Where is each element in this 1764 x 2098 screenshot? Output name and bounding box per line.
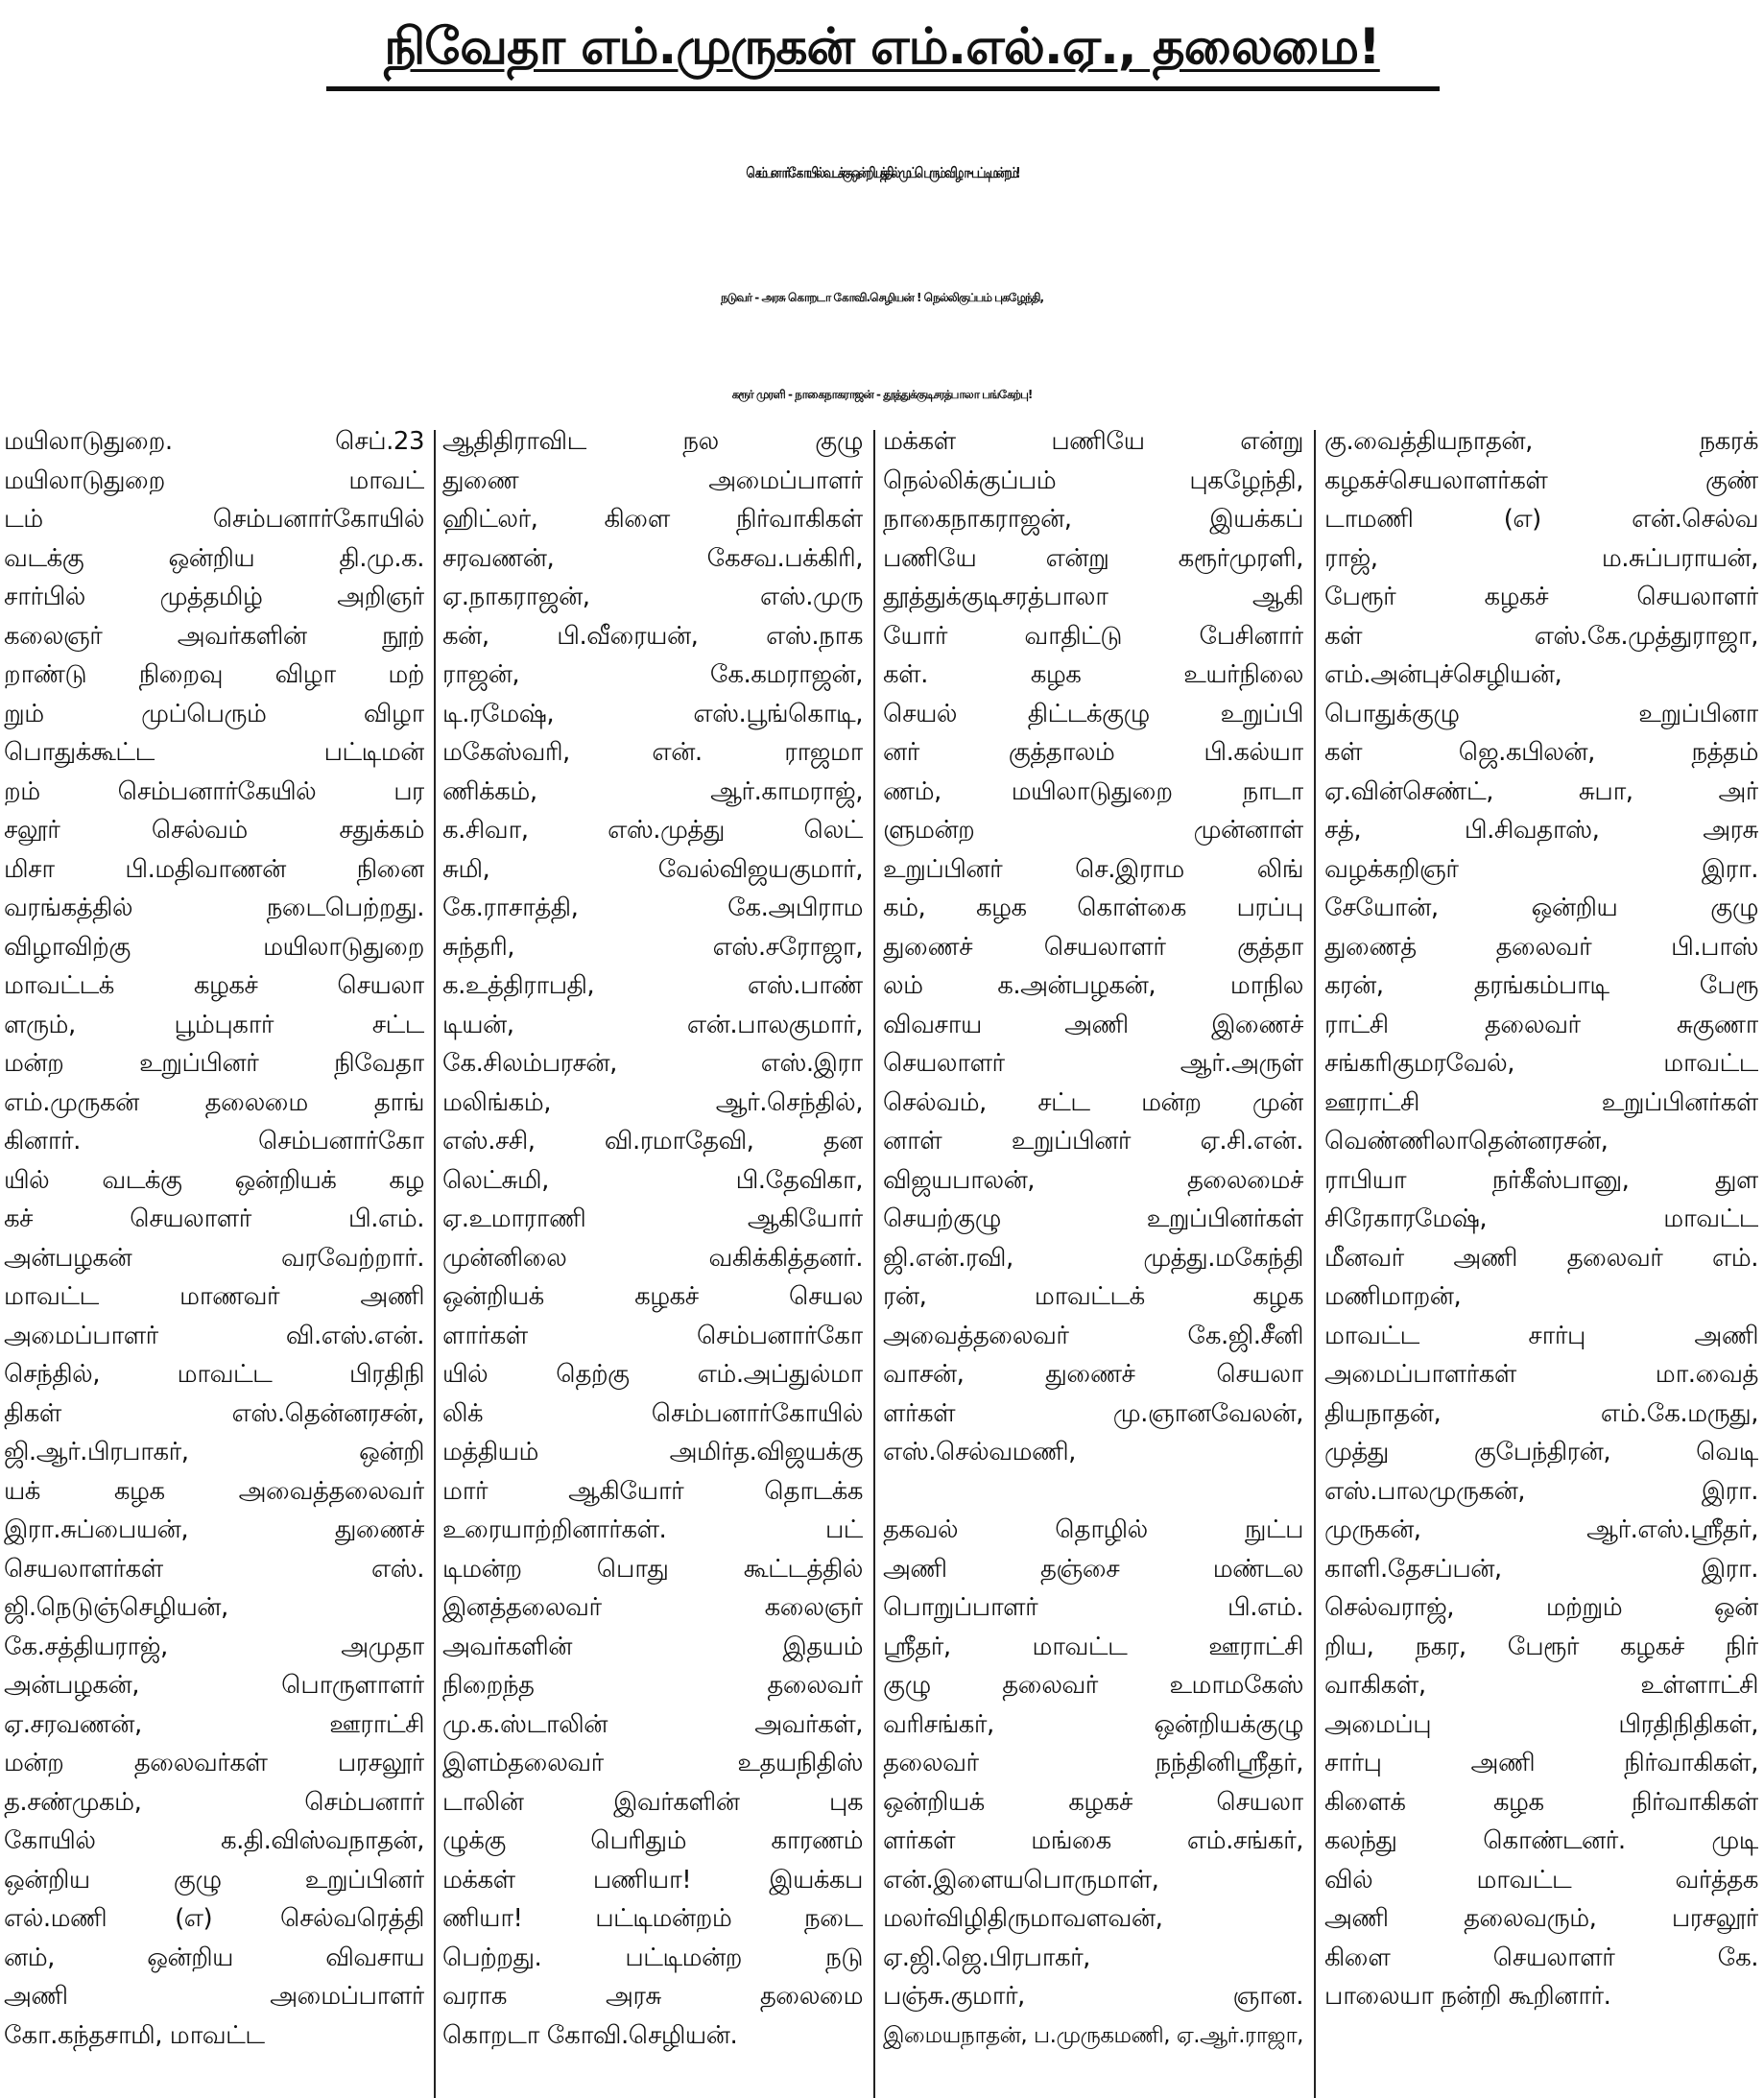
kicker-line — [0, 6, 1764, 88]
article-line: ரன், மாவட்டக் கழக — [883, 1282, 1303, 1311]
article-line: விவசாய அணி இணைச் — [883, 1010, 1303, 1039]
article-line: மலர்விழிதிருமாவளவன், — [883, 1904, 1163, 1933]
article-line: மு.க.ஸ்டாலின் அவர்கள், — [442, 1709, 863, 1739]
article-line: வழக்கறிஞர் இரா. — [1324, 854, 1758, 884]
article-line: ஏ.உமாராணி ஆகியோர் — [442, 1204, 863, 1233]
article-line: லம் க.அன்பழகன், மாநில — [883, 971, 1303, 1000]
article-line: தியநாதன், எம்.கே.மருது, — [1324, 1398, 1758, 1428]
article-line: சலூர் செல்வம் சதுக்கம் — [4, 816, 424, 845]
article-line: கலைஞர் அவர்களின் நூற் — [4, 621, 424, 651]
article-line: செயற்குழு உறுப்பினர்கள் — [883, 1204, 1303, 1233]
article-line: மீனவர் அணி தலைவர் எம். — [1324, 1243, 1758, 1273]
article-line: வாசன், துணைச் செயலா — [883, 1360, 1303, 1389]
article-line: மன்ற உறுப்பினர் நிவேதா — [4, 1049, 424, 1078]
article-line: உரையாற்றினார்கள். பட் — [442, 1515, 863, 1544]
article-line: அணி அமைப்பாளர் — [4, 1982, 424, 2011]
article-line: பாலையா நன்றி கூறினார். — [1324, 1982, 1611, 2011]
article-line: விழாவிற்கு மயிலாடுதுறை — [4, 932, 424, 962]
article-line: கே.ராசாத்தி, கே.அபிராம — [442, 894, 863, 922]
article-line: தலைவர் நந்தினிஸ்ரீதர், — [883, 1749, 1303, 1777]
article-line: கச் செயலாளர் பி.எம். — [4, 1204, 424, 1233]
headline: செம்பனார்கோயில் வடக்கு ஒன்றியத்தில் முப்பெரும் விழா - பட்டிமன்றம்! — [746, 164, 1018, 181]
article-line: குழு தலைவர் உமாமகேஸ் — [883, 1671, 1303, 1700]
article-line: இளம்தலைவர் உதயநிதிஸ் — [442, 1749, 863, 1777]
article-line: வராக அரசு தலைமை — [442, 1982, 863, 2011]
article-line: கோயில் க.தி.விஸ்வநாதன், — [4, 1826, 424, 1855]
article-line: மக்கள் பணியா! இயக்கப — [442, 1865, 863, 1895]
article-body — [0, 422, 1764, 2098]
article-line: சேயோன், ஒன்றிய குழு — [1324, 894, 1758, 922]
article-line: டியன், என்.பாலகுமார், — [442, 1010, 863, 1039]
column-divider — [1314, 430, 1316, 2098]
article-line: முத்து குபேந்திரன், வெடி — [1324, 1438, 1758, 1466]
article-line: ஜி.ஆர்.பிரபாகர், ஒன்றி — [4, 1438, 424, 1466]
article-line: பெற்றது. பட்டிமன்ற நடு — [442, 1943, 863, 1972]
article-line: வாகிகள், உள்ளாட்சி — [1324, 1671, 1758, 1700]
article-line: திகள் எஸ்.தென்னரசன், — [4, 1398, 424, 1428]
article-line: செயலாளர் ஆர்.அருள் — [883, 1049, 1303, 1078]
article-line: மகேஸ்வரி, என். ராஜமா — [442, 738, 863, 767]
subhead-line-2: கரூர் முரளி - நாகைநாகராஜன் - தூத்துக்குடிசரத்பாலா பங்கேற்பு! — [731, 388, 1033, 401]
article-line: பேரூர் கழகச் செயலாளர் — [1324, 583, 1758, 611]
article-line: ஸ்ரீதர், மாவட்ட ஊராட்சி — [883, 1632, 1303, 1661]
article-line: வில் மாவட்ட வர்த்தக — [1324, 1865, 1758, 1895]
article-line: அமைப்பாளர் வி.எஸ்.என். — [4, 1321, 424, 1350]
article-column-1 — [4, 422, 424, 2098]
article-line: மணிமாறன், — [1324, 1282, 1462, 1311]
article-line: வெண்ணிலாதென்னரசன், — [1324, 1127, 1609, 1156]
article-line: அணி தலைவரும், பரசலூர் — [1324, 1904, 1758, 1933]
article-line: இனத்தலைவர் கலைஞர் — [442, 1593, 863, 1622]
article-line: மாவட்ட சார்பு அணி — [1324, 1321, 1758, 1350]
article-line: மத்தியம் அமிர்த.விஜயக்கு — [442, 1438, 863, 1466]
article-line: க.சிவா, எஸ்.முத்து லெட் — [442, 816, 863, 845]
article-line: சத், பி.சிவதாஸ், அரசு — [1324, 816, 1758, 845]
article-line: னர் குத்தாலம் பி.கல்யா — [883, 738, 1303, 767]
article-line: செயல் திட்டக்குழு உறுப்பி — [883, 699, 1303, 728]
article-line: றும் முப்பெரும் விழா — [4, 699, 424, 728]
article-line: முருகன், ஆர்.எஸ்.ஸ்ரீதர், — [1324, 1515, 1758, 1544]
article-line: செந்தில், மாவட்ட பிரதிநி — [4, 1360, 424, 1389]
article-line: கே.சிலம்பரசன், எஸ்.இரா — [442, 1049, 863, 1078]
article-line: அமைப்பு பிரதிநிதிகள், — [1324, 1709, 1758, 1739]
article-line: மயிலாடுதுறை. செப்.23 — [4, 427, 424, 456]
article-line: ஒன்றியக் கழகச் செயல — [442, 1282, 863, 1311]
article-line: சரவணன், கேசவ.பக்கிரி, — [442, 543, 863, 573]
article-line: மாவட்டக் கழகச் செயலா — [4, 971, 424, 1000]
article-line: கள் எஸ்.கே.முத்துராஜா, — [1324, 621, 1758, 651]
article-line — [883, 1472, 1303, 1512]
article-line: கிளைக் கழக நிர்வாகிகள் — [1324, 1787, 1758, 1817]
article-line: ளரும், பூம்புகார் சட்ட — [4, 1010, 424, 1039]
article-line: கினார். செம்பனார்கோ — [4, 1127, 424, 1156]
article-line: மார் ஆகியோர் தொடக்க — [442, 1476, 863, 1506]
article-line: கிளை செயலாளர் கே. — [1324, 1943, 1758, 1972]
article-line: எஸ்.செல்வமணி, — [883, 1438, 1076, 1466]
article-line: முன்னிலை வகிக்கித்தனர். — [442, 1243, 863, 1273]
article-line: எம்.முருகன் தலைமை தாங் — [4, 1087, 424, 1117]
article-line: செல்வம், சட்ட மன்ற முன் — [883, 1087, 1303, 1117]
article-line: கன், பி.வீரையன், எஸ்.நாக — [442, 621, 863, 651]
article-line: டிமன்ற பொது கூட்டத்தில் — [442, 1554, 863, 1584]
article-line: நிறைந்த தலைவர் — [442, 1671, 863, 1700]
article-line: ஏ.வின்செண்ட், சுபா, அர் — [1324, 776, 1758, 806]
article-line: பொறுப்பாளர் பி.எம். — [883, 1593, 1303, 1622]
article-line: கே.சத்தியராஜ், அமுதா — [4, 1632, 424, 1661]
article-line: கு.வைத்தியநாதன், நகரக் — [1324, 427, 1758, 456]
article-line: அன்பழகன், பொருளாளர் — [4, 1671, 424, 1700]
article-column-2 — [442, 422, 863, 2098]
article-line: வரிசங்கர், ஒன்றியக்குழு — [883, 1709, 1303, 1739]
article-column-3 — [883, 422, 1303, 2098]
article-line: ராஜ், ம.சுப்பராயன், — [1324, 543, 1758, 573]
article-line: னம், ஒன்றிய விவசாய — [4, 1943, 424, 1972]
article-line: ஜி.என்.ரவி, முத்து.மகேந்தி — [883, 1243, 1303, 1273]
column-divider — [434, 430, 436, 2098]
article-line: எஸ்.பாலமுருகன், இரா. — [1324, 1476, 1758, 1506]
article-line: டம் செம்பனார்கோயில் — [4, 505, 424, 534]
article-line: கழகச்செயலாளர்கள் குண் — [1324, 465, 1758, 495]
article-line: வடக்கு ஒன்றிய தி.மு.க. — [4, 543, 424, 573]
article-line: சங்கரிகுமரவேல், மாவட்ட — [1324, 1049, 1758, 1078]
article-line: லிக் செம்பனார்கோயில் — [442, 1398, 863, 1428]
article-line: ளர்கள் மங்கை எம்.சங்கர், — [883, 1826, 1303, 1855]
article-line: சிரேகாரமேஷ், மாவட்ட — [1324, 1204, 1758, 1233]
article-line: மக்கள் பணியே என்று — [883, 427, 1303, 456]
article-line: பொதுக்குழு உறுப்பினா — [1324, 699, 1758, 728]
article-line: யக் கழக அவைத்தலைவர் — [4, 1476, 424, 1506]
article-line: சார்பில் முத்தமிழ் அறிஞர் — [4, 583, 424, 611]
article-line: டாலின் இவர்களின் புக — [442, 1787, 863, 1817]
subhead-line-1: நடுவர் - அரசு கொறடா கோவி.செழியன் ! நெல்லிகுப்பம் புகழேந்தி, — [720, 291, 1044, 304]
article-line: லெட்சுமி, பி.தேவிகா, — [442, 1165, 863, 1195]
article-line: மன்ற தலைவர்கள் பரசலூர் — [4, 1749, 424, 1777]
article-line: அணி தஞ்சை மண்டல — [883, 1554, 1303, 1584]
article-line: ளார்கள் செம்பனார்கோ — [442, 1321, 863, 1350]
article-line: எல்.மணி (எ) செல்வரெத்தி — [4, 1904, 424, 1933]
article-line: காளி.தேசப்பன், இரா. — [1324, 1554, 1758, 1584]
article-line: சுந்தரி, எஸ்.சரோஜா, — [442, 932, 863, 962]
article-line: கம், கழக கொள்கை பரப்பு — [883, 894, 1303, 922]
article-line: றம் செம்பனார்கேயில் பர — [4, 776, 424, 806]
article-line: சார்பு அணி நிர்வாகிகள், — [1324, 1749, 1758, 1777]
article-column-4 — [1324, 422, 1758, 2098]
article-line: க.உத்திராபதி, எஸ்.பாண் — [442, 971, 863, 1000]
article-line: அன்பழகன் வரவேற்றார். — [4, 1243, 424, 1273]
article-line: நெல்லிக்குப்பம் புகழேந்தி, — [883, 465, 1303, 495]
article-line: கலந்து கொண்டனர். முடி — [1324, 1826, 1758, 1855]
article-line: மிசா பி.மதிவாணன் நினை — [4, 854, 424, 884]
article-line: றாண்டு நிறைவு விழா மற் — [4, 660, 424, 689]
article-line: ஏ.நாகராஜன், எஸ்.முரு — [442, 583, 863, 611]
article-line: ஊராட்சி உறுப்பினர்கள் — [1324, 1087, 1758, 1117]
article-line: மலிங்கம், ஆர்.செந்தில், — [442, 1087, 863, 1117]
article-line: சுமி, வேல்விஜயகுமார், — [442, 854, 863, 884]
article-line: ஏ.சரவணன், ஊராட்சி — [4, 1709, 424, 1739]
article-line: யில் தெற்கு எம்.அப்துல்மா — [442, 1360, 863, 1389]
article-line: இரா.சுப்பையன், துணைச் — [4, 1515, 424, 1544]
article-line: பணியே என்று கரூர்முரளி, — [883, 543, 1303, 573]
article-line: ஒன்றியக் கழகச் செயலா — [883, 1787, 1303, 1817]
article-line: எஸ்.சசி, வி.ரமாதேவி, தன — [442, 1127, 863, 1156]
article-line: கரன், தரங்கம்பாடி பேரூ — [1324, 971, 1758, 1000]
article-line: ழுக்கு பெரிதும் காரணம் — [442, 1826, 863, 1855]
article-line: ராஜன், கே.கமராஜன், — [442, 660, 863, 689]
article-line: டாமணி (எ) என்.செல்வ — [1324, 505, 1758, 534]
article-line: விஜயபாலன், தலைமைச் — [883, 1165, 1303, 1195]
article-line: அவர்களின் இதயம் — [442, 1632, 863, 1661]
article-line: ஒன்றிய குழு உறுப்பினர் — [4, 1865, 424, 1895]
article-line: ஆதிதிராவிட நல குழு — [442, 427, 863, 456]
article-line: தகவல் தொழில் நுட்ப — [883, 1515, 1303, 1544]
article-line: என்.இளையபொருமாள், — [883, 1865, 1159, 1895]
article-line: ஜி.நெடுஞ்செழியன், — [4, 1593, 228, 1622]
article-line: இமையநாதன், ப.முருகமணி, ஏ.ஆர்.ராஜா, — [883, 2022, 1303, 2048]
article-line: அவைத்தலைவர் கே.ஜி.சீனி — [883, 1321, 1303, 1350]
article-line: ணம், மயிலாடுதுறை நாடா — [883, 776, 1303, 806]
article-line: வரங்கத்தில் நடைபெற்றது. — [4, 894, 424, 922]
article-line: த.சண்முகம், செம்பனார் — [4, 1787, 424, 1817]
article-line: எம்.அன்புச்செழியன், — [1324, 660, 1562, 689]
article-line: தூத்துக்குடிசரத்பாலா ஆகி — [883, 583, 1303, 611]
article-line: ஹிட்லர், கிளை நிர்வாகிகள் — [442, 505, 863, 534]
article-line: யில் வடக்கு ஒன்றியக் கழ — [4, 1165, 424, 1195]
article-line: யோர் வாதிட்டு பேசினார் — [883, 621, 1303, 651]
article-line: ஏ.ஜி.ஜெ.பிரபாகர், — [883, 1943, 1090, 1972]
article-line: ணிக்கம், ஆர்.காமராஜ், — [442, 776, 863, 806]
kicker-text: நிவேதா எம்.முருகன் எம்.எல்.ஏ., தலைமை! — [384, 18, 1380, 76]
article-line: துணைச் செயலாளர் குத்தா — [883, 932, 1303, 962]
article-line: பஞ்சு.குமார், ஞான. — [883, 1982, 1303, 2011]
article-line: மயிலாடுதுறை மாவட் — [4, 465, 424, 495]
article-line: செயலாளர்கள் எஸ். — [4, 1554, 424, 1584]
article-line: செல்வராஜ், மற்றும் ஒன் — [1324, 1593, 1758, 1622]
article-line: கள் ஜெ.கபிலன், நத்தம் — [1324, 738, 1758, 767]
article-line: கொறடா கோவி.செழியன். — [442, 2020, 738, 2050]
article-line: ளர்கள் மு.ஞானவேலன், — [883, 1398, 1303, 1428]
article-line: டி.ரமேஷ், எஸ்.பூங்கொடி, — [442, 699, 863, 728]
article-line: அமைப்பாளர்கள் மா.வைத் — [1324, 1360, 1758, 1389]
article-line: பொதுக்கூட்ட பட்டிமன் — [4, 738, 424, 767]
article-line: கோ.கந்தசாமி, மாவட்ட — [4, 2020, 265, 2050]
article-line: றிய, நகர, பேரூர் கழகச் நிர் — [1324, 1632, 1758, 1661]
article-line: ராட்சி தலைவர் சுகுணா — [1324, 1010, 1758, 1039]
article-line: ளுமன்ற முன்னாள் — [883, 816, 1303, 845]
article-line: ணியா! பட்டிமன்றம் நடை — [442, 1904, 863, 1933]
article-line: துணை அமைப்பாளர் — [442, 465, 863, 495]
article-line: மாவட்ட மாணவர் அணி — [4, 1282, 424, 1311]
article-line: கள். கழக உயர்நிலை — [883, 660, 1303, 689]
article-line: துணைத் தலைவர் பி.பாஸ் — [1324, 932, 1758, 962]
article-line: உறுப்பினர் செ.இராம லிங் — [883, 854, 1303, 884]
article-line: ராபியா நர்கீஸ்பானு, துள — [1324, 1165, 1758, 1195]
article-line: நாகைநாகராஜன், இயக்கப் — [883, 505, 1303, 534]
article-line: னாள் உறுப்பினர் ஏ.சி.என். — [883, 1127, 1303, 1156]
column-divider — [873, 430, 875, 2098]
